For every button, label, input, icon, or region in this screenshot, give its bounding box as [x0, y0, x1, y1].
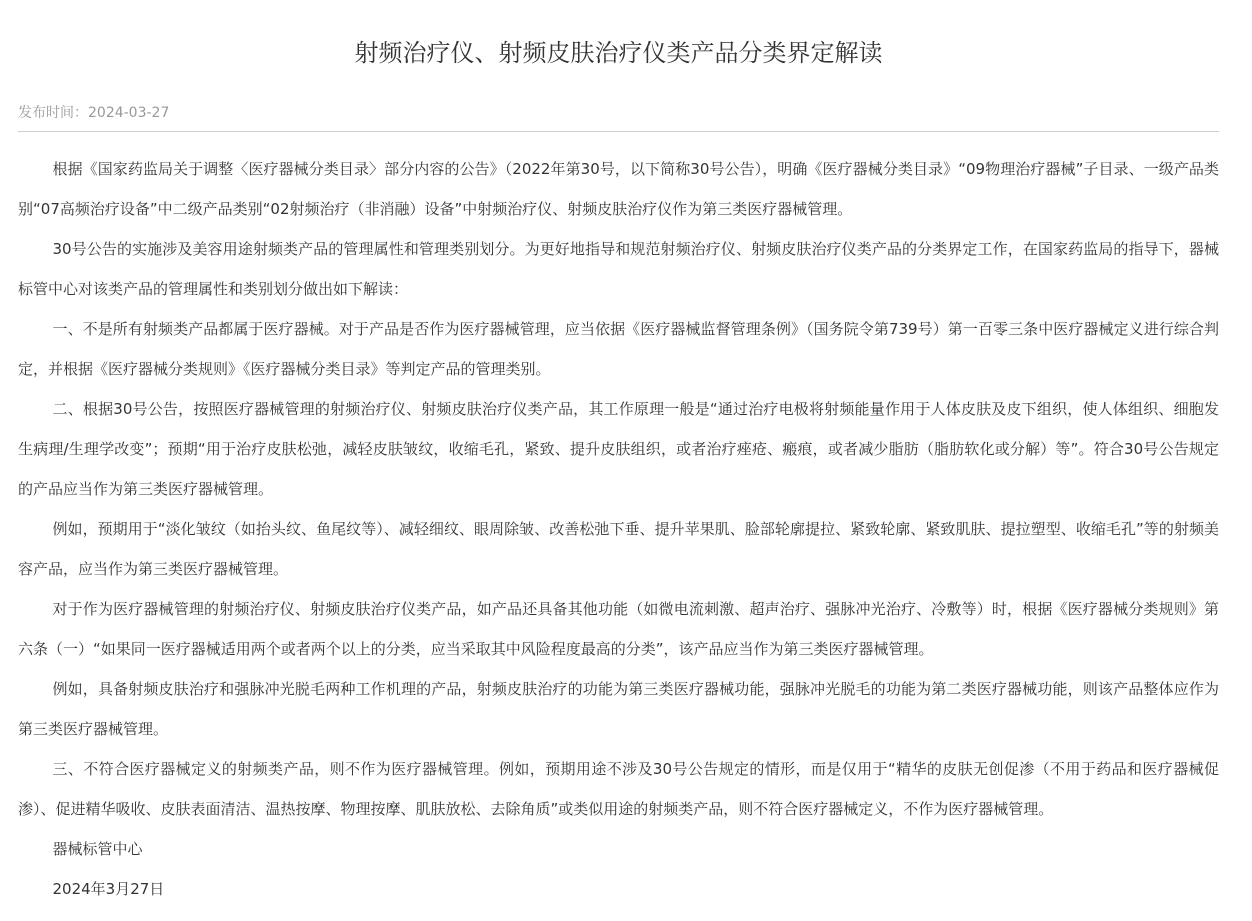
signature-date: 2024年3月27日: [52, 880, 165, 898]
paragraph: 30号公告的实施涉及美容用途射频类产品的管理属性和管理类别划分。为更好地指导和规范射频治疗仪、射频皮肤治疗仪类产品的分类界定工作，在国家药监局的指导下，器械标管中心对该类产品的管理属性和类别划分做出如下解读：: [18, 240, 1219, 298]
paragraph: 二、根据30号公告，按照医疗器械管理的射频治疗仪、射频皮肤治疗仪类产品，其工作原理一般是“通过治疗电极将射频能量作用于人体皮肤及皮下组织，使人体组织、细胞发生病理/生理学改变”；预期“用于治疗皮肤松弛，减轻皮肤皱纹，收缩毛孔，紧致、提升皮肤组织，或者治疗痤疮、瘢痕，或者减少脂肪（脂肪软化或分解）等”。符合30号公告规定的产品应当作为第三类医疗器械管理。: [18, 400, 1219, 498]
publish-meta: [18, 102, 1219, 124]
paragraph: 对于作为医疗器械管理的射频治疗仪、射频皮肤治疗仪类产品，如产品还具备其他功能（如微电流刺激、超声治疗、强脉冲光治疗、冷敷等）时，根据《医疗器械分类规则》第六条（一）“如果同一医疗器械适用两个或者两个以上的分类，应当采取其中风险程度最高的分类”，该产品应当作为第三类医疗器械管理。: [18, 600, 1219, 658]
paragraph: 根据《国家药监局关于调整〈医疗器械分类目录〉部分内容的公告》（2022年第30号，以下简称30号公告），明确《医疗器械分类目录》“09物理治疗器械”子目录、一级产品类别“07高频治疗设备”中二级产品类别“02射频治疗（非消融）设备”中射频治疗仪、射频皮肤治疗仪作为第三类医疗器械管理。: [18, 160, 1219, 218]
publish-label: 发布时间：: [18, 105, 88, 121]
paragraph: 三、不符合医疗器械定义的射频类产品，则不作为医疗器械管理。例如，预期用途不涉及30号公告规定的情形，而是仅用于“精华的皮肤无创促渗（不用于药品和医疗器械促渗）、促进精华吸收、皮肤表面清洁、温热按摩、物理按摩、肌肤放松、去除角质”或类似用途的射频类产品，则不符合医疗器械定义，不作为医疗器械管理。: [18, 760, 1219, 818]
paragraph: 例如，具备射频皮肤治疗和强脉冲光脱毛两种工作机理的产品，射频皮肤治疗的功能为第三类医疗器械功能，强脉冲光脱毛的功能为第二类医疗器械功能，则该产品整体应作为第三类医疗器械管理。: [18, 680, 1219, 738]
title-divider: [18, 131, 1219, 132]
paragraph: 例如，预期用于“淡化皱纹（如抬头纹、鱼尾纹等）、减轻细纹、眼周除皱、改善松弛下垂、提升苹果肌、脸部轮廓提拉、紧致轮廓、紧致肌肤、提拉塑型、收缩毛孔”等的射频美容产品，应当作为第三类医疗器械管理。: [18, 520, 1219, 578]
article-title: 射频治疗仪、射频皮肤治疗仪类产品分类界定解读: [354, 39, 883, 67]
article-body: [18, 149, 1219, 909]
signature-org: 器械标管中心: [52, 840, 143, 858]
article: [18, 0, 1219, 909]
paragraph: 一、不是所有射频类产品都属于医疗器械。对于产品是否作为医疗器械管理，应当依据《医疗器械监督管理条例》（国务院令第739号）第一百零三条中医疗器械定义进行综合判定，并根据《医疗器械分类规则》《医疗器械分类目录》等判定产品的管理类别。: [18, 320, 1219, 378]
publish-date: 2024-03-27: [88, 105, 170, 121]
